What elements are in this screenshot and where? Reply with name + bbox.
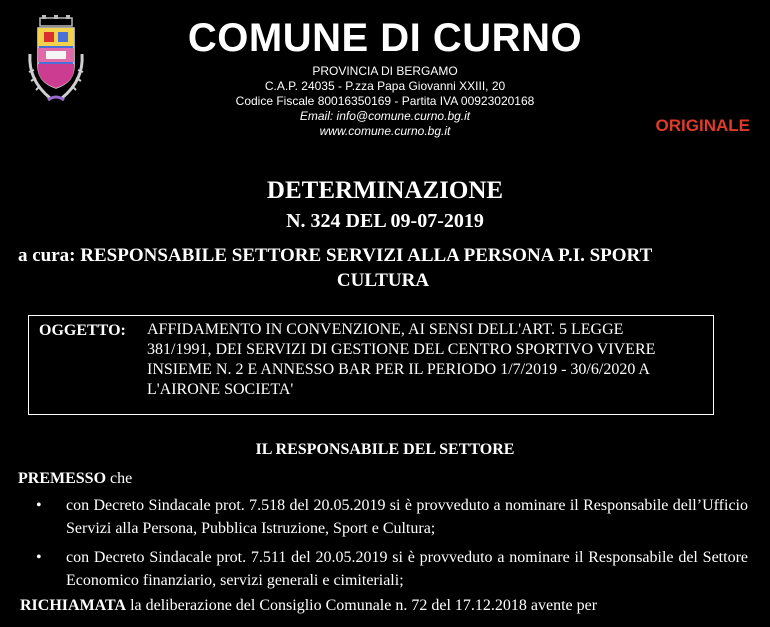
list-item-text: con Decreto Sindacale prot. 7.518 del 20.05.2019 si è provveduto a nominare il Responsabile dell’Ufficio Servizi alla Persona, Pubblica Istruzione, Sport e Cultura; [66, 497, 748, 537]
document-number: N. 324 DEL 09-07-2019 [286, 210, 484, 232]
subject-label: OGGETTO: [39, 322, 126, 339]
website-text: www.comune.curno.bg.it [319, 124, 451, 138]
province-text: PROVINCIA DI BERGAMO [312, 64, 458, 78]
premesso-rest: che [106, 470, 133, 487]
email-text: Email: info@comune.curno.bg.it [299, 109, 471, 123]
subject-text: AFFIDAMENTO IN CONVENZIONE, AI SENSI DELL'ART. 5 LEGGE 381/1991, DEI SERVIZI DI GESTIONE DEL CENTRO SPORTIVO VIVERE INSIEME N. 2 E ANNESSO BAR PER IL PERIODO 1/7/2019 - 30/6/2020 A L'AIRONE SOCIETA' [147, 321, 656, 398]
municipality-title: COMUNE DI CURNO [187, 16, 583, 60]
responsible-office [18, 243, 758, 293]
list-item-text: con Decreto Sindacale prot. 7.511 del 20.05.2019 si è provveduto a nominare il Responsabile del Settore Economico finanziario, servizi generali e cimiteriali; [66, 549, 748, 589]
list-item [36, 494, 748, 540]
bullet-icon: • [36, 549, 42, 566]
tax-code-text: Codice Fiscale 80016350169 - Partita IVA 00923020168 [235, 94, 535, 108]
richiamata-rest: la deliberazione del Consiglio Comunale n. 72 del 17.12.2018 avente per [126, 597, 598, 614]
bullet-icon: • [36, 497, 42, 514]
richiamata-keyword: RICHIAMATA [20, 597, 127, 614]
section-heading: IL RESPONSABILE DEL SETTORE [255, 441, 515, 458]
address-text: C.A.P. 24035 - P.zza Papa Giovanni XXIII, 20 [264, 79, 506, 93]
responsible-office-line2: CULTURA [336, 270, 430, 291]
richiamata-paragraph [20, 597, 770, 615]
subject-box [28, 315, 714, 415]
premesso-paragraph [18, 470, 132, 488]
list-item [36, 546, 748, 592]
originale-stamp: ORIGINALE [655, 116, 750, 135]
document-type: DETERMINAZIONE [266, 177, 504, 204]
responsible-office-line1: a cura: RESPONSABILE SETTORE SERVIZI ALLA PERSONA P.I. SPORT [18, 245, 653, 266]
premesso-keyword: PREMESSO [18, 470, 107, 487]
